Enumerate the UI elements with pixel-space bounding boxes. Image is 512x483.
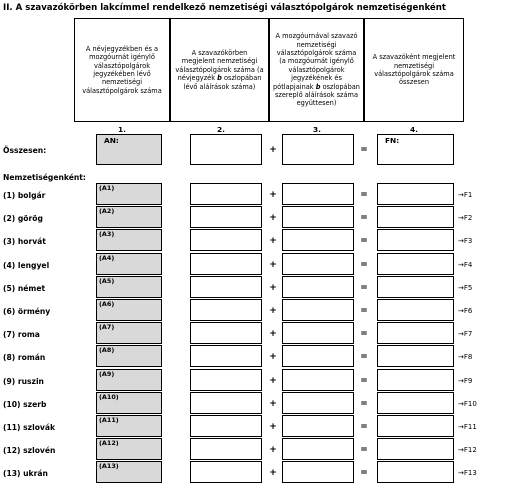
plus-operator: + xyxy=(269,190,277,200)
row-code: (A6) xyxy=(99,300,115,308)
row-label: (12) szlovén xyxy=(3,446,56,455)
row-field-col4[interactable] xyxy=(377,345,454,367)
plus-operator: + xyxy=(269,306,277,316)
row-label: (4) lengyel xyxy=(3,261,50,270)
row-field-col3[interactable] xyxy=(282,322,354,344)
row-field-col3[interactable] xyxy=(282,299,354,321)
row-code: (A8) xyxy=(99,346,115,354)
header-col-3 xyxy=(269,18,364,122)
col-number-2: 2. xyxy=(217,125,225,134)
total-code-an: AN: xyxy=(104,136,119,145)
row-label: (3) horvát xyxy=(3,237,46,246)
row-label: (8) román xyxy=(3,353,46,362)
total-field-col2[interactable] xyxy=(190,134,262,165)
row-label: (10) szerb xyxy=(3,400,47,409)
row-field-col3[interactable] xyxy=(282,415,354,437)
row-field-col3[interactable] xyxy=(282,461,354,483)
row-field-col4[interactable] xyxy=(377,276,454,298)
plus-operator: + xyxy=(269,352,277,362)
row-field-col4[interactable] xyxy=(377,438,454,460)
row-code: (A10) xyxy=(99,393,119,401)
row-code: (A1) xyxy=(99,184,115,192)
row-code: (A5) xyxy=(99,277,115,285)
row-field-col2[interactable] xyxy=(190,345,262,367)
row-label: (1) bolgár xyxy=(3,191,46,200)
plus-operator: + xyxy=(269,445,277,455)
equals-operator: = xyxy=(360,445,368,455)
row-field-col1[interactable] xyxy=(96,415,162,437)
row-ref: →F1 xyxy=(458,191,473,199)
header-col-4 xyxy=(364,18,464,122)
row-ref: →F5 xyxy=(458,284,473,292)
plus-operator: + xyxy=(269,422,277,432)
row-field-col4[interactable] xyxy=(377,392,454,414)
equals-operator: = xyxy=(360,213,368,223)
plus-operator: + xyxy=(269,283,277,293)
col-number-3: 3. xyxy=(313,125,321,134)
row-field-col1[interactable] xyxy=(96,438,162,460)
row-field-col3[interactable] xyxy=(282,392,354,414)
plus-operator: + xyxy=(269,468,277,478)
row-field-col4[interactable] xyxy=(377,415,454,437)
row-field-col1[interactable] xyxy=(96,183,162,205)
row-label: (11) szlovák xyxy=(3,423,56,432)
total-field-fn[interactable] xyxy=(377,134,454,165)
row-ref: →F6 xyxy=(458,307,473,315)
row-field-col2[interactable] xyxy=(190,461,262,483)
header-col-2 xyxy=(170,18,269,122)
row-label: (7) roma xyxy=(3,330,40,339)
row-field-col4[interactable] xyxy=(377,322,454,344)
row-field-col1[interactable] xyxy=(96,253,162,275)
equals-operator: = xyxy=(360,306,368,316)
row-field-col1[interactable] xyxy=(96,345,162,367)
equals-operator: = xyxy=(360,329,368,339)
row-ref: →F10 xyxy=(458,400,477,408)
header-col-1-text: A névjegyzékben és a mozgóurnát igénylő választópolgárok jegyzékében lévő nemzetiségi választópolgárok száma xyxy=(82,44,162,95)
plus-operator: + xyxy=(269,399,277,409)
equals-operator: = xyxy=(360,376,368,386)
header-col-2-text: A szavazókörben megjelent nemzetiségi választópolgárok száma (a névjegyzék b oszlopában lévő aláírások száma) xyxy=(175,48,264,91)
row-field-col1[interactable] xyxy=(96,369,162,391)
row-field-col2[interactable] xyxy=(190,392,262,414)
plus-operator: + xyxy=(269,236,277,246)
row-field-col2[interactable] xyxy=(190,206,262,228)
row-field-col3[interactable] xyxy=(282,369,354,391)
row-field-col4[interactable] xyxy=(377,369,454,391)
row-label: (2) görög xyxy=(3,214,43,223)
row-code: (A4) xyxy=(99,254,115,262)
row-field-col2[interactable] xyxy=(190,415,262,437)
row-field-col2[interactable] xyxy=(190,438,262,460)
row-ref: →F12 xyxy=(458,446,477,454)
header-col-1 xyxy=(74,18,170,122)
col-number-1: 1. xyxy=(118,125,126,134)
row-code: (A7) xyxy=(99,323,115,331)
total-field-col3[interactable] xyxy=(282,134,354,165)
row-field-col4[interactable] xyxy=(377,183,454,205)
col-number-4: 4. xyxy=(410,125,418,134)
header-col-4-text: A szavazóként megjelent nemzetiségi választópolgárok száma összesen xyxy=(372,53,456,87)
section-label: Nemzetiségenként: xyxy=(3,173,86,182)
row-field-col4[interactable] xyxy=(377,253,454,275)
row-field-col2[interactable] xyxy=(190,229,262,251)
row-field-col4[interactable] xyxy=(377,229,454,251)
total-label: Összesen: xyxy=(3,146,47,155)
page-title: II. A szavazókörben lakcímmel rendelkező nemzetiségi választópolgárok nemzetiségenként xyxy=(3,3,446,13)
equals-operator: = xyxy=(360,260,368,270)
row-ref: →F7 xyxy=(458,330,473,338)
row-code: (A9) xyxy=(99,370,115,378)
equals-operator: = xyxy=(360,399,368,409)
equals-operator: = xyxy=(360,352,368,362)
row-field-col3[interactable] xyxy=(282,206,354,228)
row-field-col1[interactable] xyxy=(96,392,162,414)
row-field-col3[interactable] xyxy=(282,276,354,298)
plus-operator: + xyxy=(269,213,277,223)
row-ref: →F11 xyxy=(458,423,477,431)
row-field-col2[interactable] xyxy=(190,299,262,321)
row-ref: →F2 xyxy=(458,214,473,222)
row-field-col3[interactable] xyxy=(282,438,354,460)
equals-operator: = xyxy=(360,145,368,155)
row-field-col2[interactable] xyxy=(190,183,262,205)
row-field-col1[interactable] xyxy=(96,299,162,321)
plus-operator: + xyxy=(269,260,277,270)
row-field-col1[interactable] xyxy=(96,461,162,483)
plus-operator: + xyxy=(269,145,277,155)
row-field-col4[interactable] xyxy=(377,461,454,483)
row-ref: →F8 xyxy=(458,353,473,361)
row-label: (5) német xyxy=(3,284,46,293)
row-field-col3[interactable] xyxy=(282,345,354,367)
plus-operator: + xyxy=(269,329,277,339)
row-field-col1[interactable] xyxy=(96,206,162,228)
row-code: (A13) xyxy=(99,462,119,470)
equals-operator: = xyxy=(360,468,368,478)
row-field-col3[interactable] xyxy=(282,229,354,251)
equals-operator: = xyxy=(360,236,368,246)
row-field-col2[interactable] xyxy=(190,253,262,275)
row-code: (A2) xyxy=(99,207,115,215)
equals-operator: = xyxy=(360,190,368,200)
row-field-col4[interactable] xyxy=(377,299,454,321)
row-field-col1[interactable] xyxy=(96,276,162,298)
row-code: (A12) xyxy=(99,439,119,447)
row-code: (A3) xyxy=(99,230,115,238)
equals-operator: = xyxy=(360,422,368,432)
header-col-3-text: A mozgóurnával szavazó nemzetiségi választópolgárok száma (a mozgóurnát igénylő választópolgárok jegyzékének és pótlapjainak b oszlopában szereplő aláírások száma együttesen) xyxy=(273,32,360,108)
row-field-col2[interactable] xyxy=(190,322,262,344)
row-field-col1[interactable] xyxy=(96,322,162,344)
row-field-col2[interactable] xyxy=(190,369,262,391)
row-field-col2[interactable] xyxy=(190,276,262,298)
row-field-col4[interactable] xyxy=(377,206,454,228)
total-field-an[interactable] xyxy=(96,134,162,165)
row-ref: →F13 xyxy=(458,469,477,477)
row-ref: →F3 xyxy=(458,237,473,245)
total-code-fn: FN: xyxy=(385,136,400,145)
row-field-col1[interactable] xyxy=(96,229,162,251)
row-label: (13) ukrán xyxy=(3,469,48,478)
row-field-col3[interactable] xyxy=(282,183,354,205)
row-code: (A11) xyxy=(99,416,119,424)
plus-operator: + xyxy=(269,376,277,386)
row-ref: →F9 xyxy=(458,377,473,385)
row-label: (9) ruszin xyxy=(3,377,44,386)
equals-operator: = xyxy=(360,283,368,293)
row-ref: →F4 xyxy=(458,261,473,269)
row-label: (6) örmény xyxy=(3,307,51,316)
row-field-col3[interactable] xyxy=(282,253,354,275)
